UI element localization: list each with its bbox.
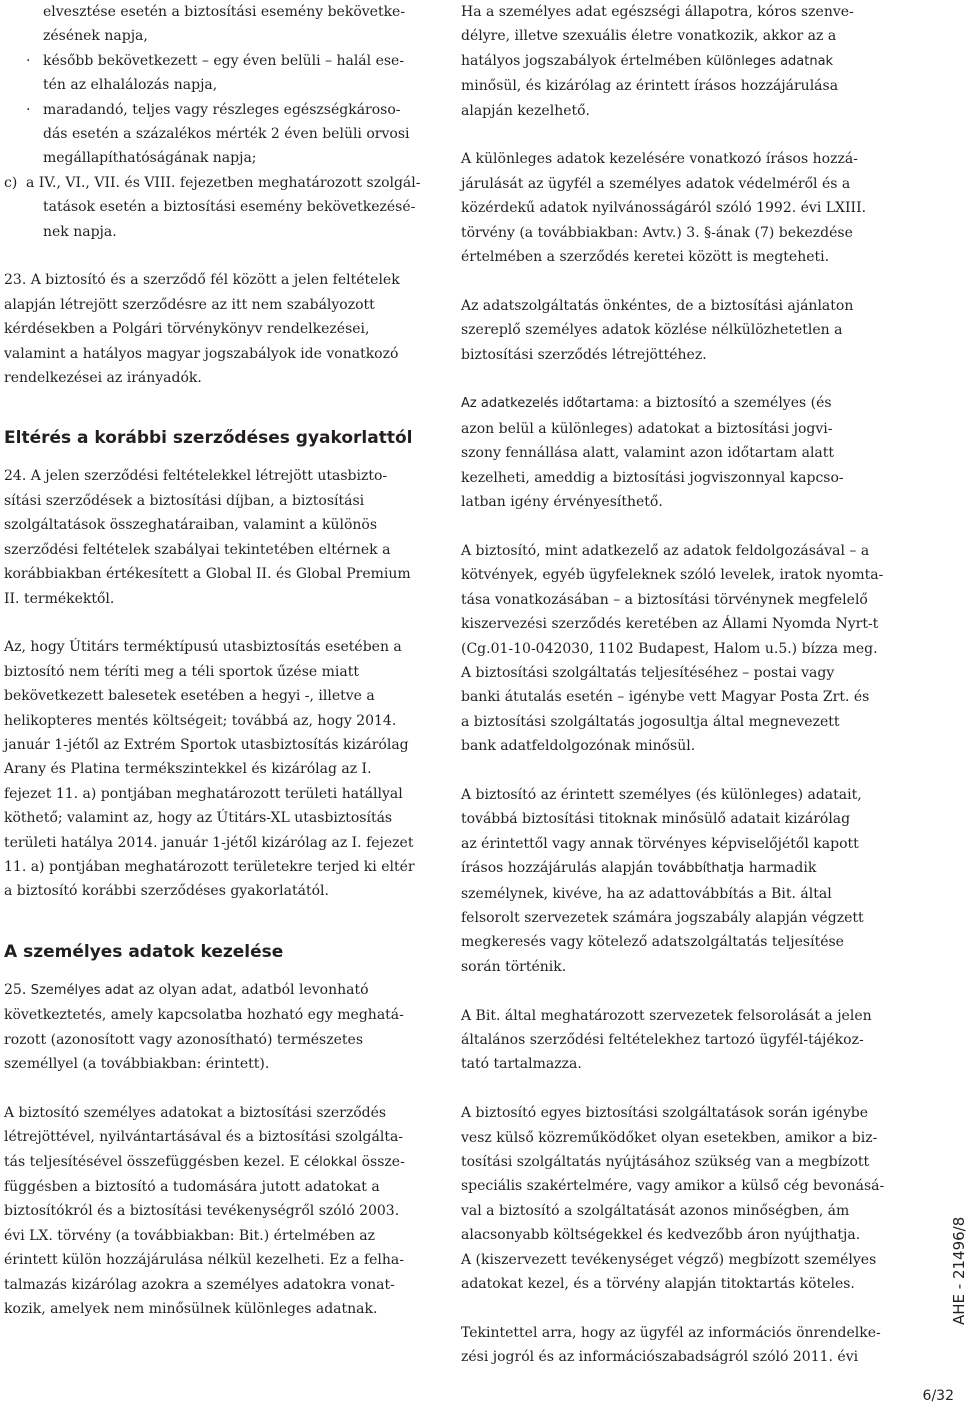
text-run: hatályos jogszabályok értelmében <box>461 52 707 69</box>
paragraph-transfer <box>461 783 901 979</box>
text-line: (Cg.01-10-042030, 1102 Budapest, Halom u.5.) bízza meg. <box>461 640 878 657</box>
paragraph-number: 25. <box>4 981 31 998</box>
text-line: A (kiszervezett tevékenységet végző) megbízott személyes <box>461 1251 877 1268</box>
left-column <box>4 0 434 1321</box>
section-heading: A személyes adatok kezelése <box>4 941 284 962</box>
text-line: törvény (a továbbiakban: Avtv.) 3. §-ának (7) bekezdése <box>461 224 853 241</box>
text-line: nek napja. <box>43 223 117 240</box>
text-line: A biztosító személyes adatokat a biztosítási szerződés <box>4 1104 387 1121</box>
defined-term: továbbíthatja <box>657 861 745 877</box>
paragraph-consent <box>461 147 901 269</box>
text-line: bekövetkezett balesetek esetében a hegyi -, illetve a <box>4 688 375 705</box>
text-line: helikopteres mentés költségeit; továbbá az, hogy 2014. <box>4 712 397 729</box>
text-line: speciális szakértelmére, vagy amikor a külső cég bevonásá- <box>461 1178 885 1195</box>
text-line: területi hatálya 2014. január 1-jétől kizárólag az I. fejezet <box>4 834 414 851</box>
text-line: A biztosító az érintett személyes (és különleges) adatait, <box>461 786 862 803</box>
defined-term: Az adatkezelés időtartama: <box>461 396 639 412</box>
intro-paragraph <box>4 0 434 49</box>
list-item-c <box>4 171 434 244</box>
text-line: köthető; valamint az, hogy az Útitárs-XL utasbiztosítás <box>4 810 393 827</box>
text-run: a biztosító a személyes (és <box>638 395 832 412</box>
text-run: írásos hozzájárulás alapján <box>461 860 658 877</box>
text-line: vesz külső közreműködőket olyan esetekben, amikor a biz- <box>461 1129 878 1146</box>
defined-term: Személyes adat <box>30 982 134 998</box>
paragraph-25b <box>4 1101 434 1322</box>
text-line: fejezet 11. a) pontjában meghatározott területi hatállyal <box>4 785 403 802</box>
text-line: Ha a személyes adat egészségi állapotra, kóros szenve- <box>461 4 854 20</box>
text-line: a biztosítási szolgáltatás jogosultja által megnevezett <box>461 713 840 730</box>
list-marker: c) <box>4 174 18 191</box>
text-line: biztosító nem téríti meg a téli sportok űzése miatt <box>4 663 359 680</box>
text-line: talmazás kizárólag azokra a személyes adatokra vonat- <box>4 1276 395 1293</box>
text-line: A Bit. által meghatározott szervezetek felsorolását a jelen <box>461 1007 872 1024</box>
text-line: alapján kezelhető. <box>461 102 591 119</box>
defined-term: célokkal <box>304 1154 358 1170</box>
text-line: közérdekű adatok nyilvánosságáról szóló 1992. évi LXIII. <box>461 200 867 217</box>
text-line: azon belül a különleges) adatokat a biztosítási jogvi- <box>461 420 833 437</box>
right-column <box>461 0 901 1370</box>
bullet-marker: · <box>26 101 31 118</box>
text-line: személynek, kivéve, ha az adattovábbítás a Bit. által <box>461 885 832 902</box>
text-line: megkeresés vagy kötelező adatszolgáltatás teljesítése <box>461 934 844 951</box>
text-line: minősül, és kizárólag az érintett írásos hozzájárulása <box>461 78 839 95</box>
page-number: 6/32 <box>922 1388 954 1404</box>
paragraph-information <box>461 1321 901 1370</box>
text-line: dás esetén a százalékos mérték 2 éven belüli orvosi <box>43 126 410 143</box>
text-run: össze- <box>357 1153 405 1170</box>
text-line: sítási szerződések a biztosítási díjban, a biztosítási <box>4 492 365 509</box>
paragraph-duration <box>461 391 901 514</box>
text-line: zésének napja, <box>43 28 148 45</box>
text-line: banki átutalás esetén – igénybe vett Magyar Posta Zrt. és <box>461 689 870 706</box>
paragraph-23 <box>4 268 434 390</box>
text-line: felsorolt szervezetek számára jogszabály alapján végzett <box>461 909 864 926</box>
text-line: továbbá biztosítási titoknak minősülő adatait kizárólag <box>461 811 851 828</box>
text-line: következtetés, amely kapcsolatba hozható egy meghatá- <box>4 1007 404 1024</box>
text-line: megállapíthatóságának napja; <box>43 150 257 167</box>
text-line <box>461 391 901 416</box>
text-run: az olyan adat, adatból levonható <box>133 981 369 998</box>
text-line: szereplő személyes adatok közlése nélkülözhetetlen a <box>461 322 843 339</box>
text-line: szolgáltatások összeghatáraiban, valamint a különös <box>4 517 378 534</box>
text-line: függésben a biztosító a tudomására jutott adatokat a <box>4 1179 380 1196</box>
text-line: A különleges adatok kezelésére vonatkozó írásos hozzá- <box>461 151 858 168</box>
text-line: kezelheti, ameddig a biztosítási jogviszonnyal kapcso- <box>461 469 844 486</box>
paragraph-24 <box>4 464 434 610</box>
text-line: létrejöttével, nyilvántartásával és a biztosítási szolgálta- <box>4 1129 404 1146</box>
defined-term: különleges adatnak <box>706 53 834 69</box>
text-line: érintett külön hozzájárulása nélkül kezelheti. Ez a felha- <box>4 1252 405 1269</box>
text-line: A biztosítási szolgáltatás teljesítéséhez – postai vagy <box>461 664 835 681</box>
paragraph-25 <box>4 978 434 1077</box>
bullet-marker: · <box>26 52 31 69</box>
text-line: szony fennállása alatt, valamint azon időtartam alatt <box>461 445 835 462</box>
paragraph-special-data <box>461 0 901 123</box>
paragraph-voluntary <box>461 294 901 367</box>
text-line: évi LX. törvény (a továbbiakban: Bit.) értelmében az <box>4 1227 376 1244</box>
text-line <box>4 978 434 1003</box>
text-line <box>461 49 901 74</box>
text-line: 23. A biztosító és a szerződő fél között a jelen feltételek <box>4 272 400 289</box>
text-line: általános szerződési feltételekhez tartozó ügyfél-tájékoz- <box>461 1031 864 1048</box>
text-line: biztosítási szerződés létrejöttéhez. <box>461 346 707 363</box>
text-line: kérdésekben a Polgári törvénykönyv rendelkezései, <box>4 321 370 338</box>
text-line <box>4 1150 434 1175</box>
text-line: során történik. <box>461 958 567 975</box>
text-line: val a biztosító a szolgáltatását azonos minőségben, ám <box>461 1202 850 1219</box>
text-line: zési jogról és az információszabadságról szóló 2011. évi <box>461 1349 859 1366</box>
text-line: a IV., VI., VII. és VIII. fejezetben meghatározott szolgál- <box>26 174 421 191</box>
text-line: tosítási szolgáltatás nyújtásához szükség van a megbízott <box>461 1153 870 1170</box>
paragraph-organisations <box>461 1004 901 1077</box>
text-line: rozott (azonosított vagy azonosítható) természetes <box>4 1031 364 1048</box>
text-line: A biztosító egyes biztosítási szolgáltatások során igénybe <box>461 1105 869 1122</box>
text-line: 24. A jelen szerződési feltételekkel létrejött utasbizto- <box>4 468 388 485</box>
text-line: Tekintettel arra, hogy az ügyfél az információs önrendelke- <box>461 1324 881 1341</box>
list-item <box>4 98 434 171</box>
text-line: kiszervezési szerződés keretében az Állami Nyomda Nyrt-t <box>461 616 879 633</box>
text-line: az érintettől vagy annak törvényes képviselőjétől kapott <box>461 835 859 852</box>
text-line: január 1-jétől az Extrém Sportok utasbiztosítás kizárólag <box>4 736 409 753</box>
section-heading: Eltérés a korábbi szerződéses gyakorlattól <box>4 428 413 449</box>
text-line: bank adatfeldolgozónak minősül. <box>461 738 696 755</box>
text-line: adatokat kezel, és a törvény alapján titoktartás köteles. <box>461 1276 855 1293</box>
text-line: tató tartalmazza. <box>461 1056 582 1073</box>
text-line: rendelkezései az irányadók. <box>4 370 202 387</box>
list-item <box>4 49 434 98</box>
text-run: harmadik <box>744 860 817 877</box>
paragraph-contractors <box>461 1101 901 1296</box>
text-line: járulását az ügyfél a személyes adatok védelméről és a <box>461 175 851 192</box>
text-line: maradandó, teljes vagy részleges egészségkároso- <box>43 101 401 118</box>
text-line: valamint a hatályos magyar jogszabályok ide vonatkozó <box>4 345 399 362</box>
text-line: Arany és Platina termékszintekkel és kizárólag az I. <box>4 761 372 778</box>
text-run: tás teljesítésével összefüggésben kezel. E <box>4 1153 305 1170</box>
text-line: a biztosító korábbi szerződéses gyakorlatától. <box>4 883 329 900</box>
text-line: II. termékektől. <box>4 590 115 607</box>
text-line: 11. a) pontjában meghatározott területekre terjed ki eltér <box>4 858 415 875</box>
text-line: latban igény érvényesíthető. <box>461 494 663 511</box>
text-line: délyre, illetve szexuális életre vonatkozik, akkor az a <box>461 28 837 45</box>
text-line: kötvények, egyéb ügyfeleknek szóló levelek, iratok nyomta- <box>461 567 884 584</box>
text-line: alacsonyabb költségekkel és kedvezőbb áron nyújthatja. <box>461 1227 861 1244</box>
text-line: tatások esetén a biztosítási esemény bekövetkezésé- <box>43 199 416 216</box>
text-line: A biztosító, mint adatkezelő az adatok feldolgozásával – a <box>461 542 870 559</box>
document-code: AHE - 21496/8 <box>950 1216 968 1325</box>
text-line: szerződési feltételek szabályai tekintetében eltérnek a <box>4 541 391 558</box>
text-line: értelmében a szerződés keretei között is megteheti. <box>461 249 830 266</box>
text-line: Az, hogy Útitárs terméktípusú utasbiztosítás esetében a <box>4 639 402 656</box>
text-line: később bekövetkezett – egy éven belüli – halál ese- <box>43 52 405 69</box>
text-line: elvesztése esetén a biztosítási esemény bekövetke- <box>43 4 406 20</box>
text-line: Az adatszolgáltatás önkéntes, de a biztosítási ajánlaton <box>461 297 854 314</box>
paragraph-24b <box>4 635 434 903</box>
paragraph-processor <box>461 539 901 759</box>
text-line: alapján létrejött szerződésre az itt nem szabályozott <box>4 296 375 313</box>
text-line: tása vonatkozásában – a biztosítási törvénynek megfelelő <box>461 591 868 608</box>
text-line: személlyel (a továbbiakban: érintett). <box>4 1056 270 1072</box>
text-line: tén az elhalálozás napja, <box>43 77 218 94</box>
text-line <box>461 856 901 881</box>
text-line: kozik, amelyek nem minősülnek különleges adatnak. <box>4 1301 378 1318</box>
text-line: korábbiakban értékesített a Global II. és Global Premium <box>4 566 411 583</box>
text-line: biztosítókról és a biztosítási tevékenységről szóló 2003. <box>4 1203 400 1220</box>
